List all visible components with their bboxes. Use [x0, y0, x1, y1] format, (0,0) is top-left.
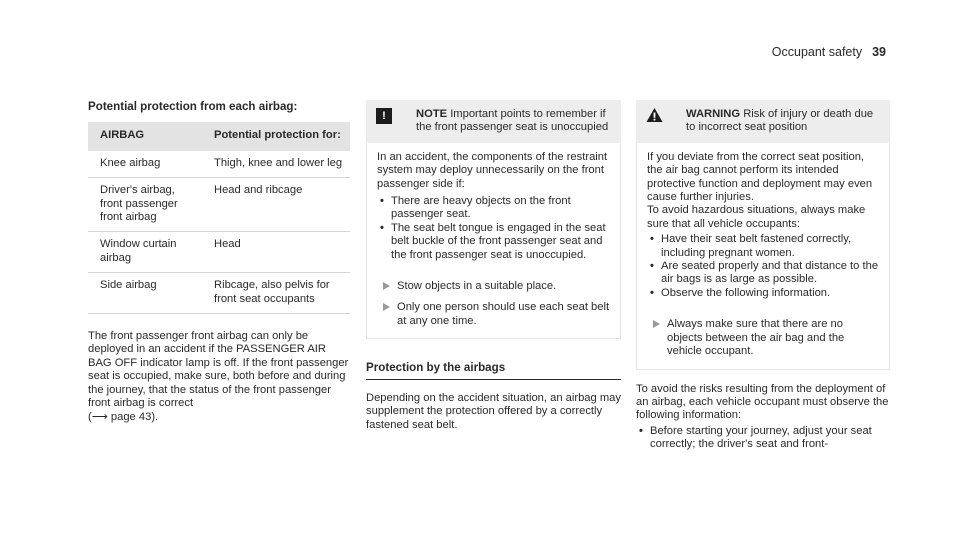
exclamation-icon: !	[376, 108, 392, 124]
deployment-paragraph: To avoid the risks resulting from the deployment of an airbag, each vehicle occupant must observe the following information:	[636, 382, 889, 422]
warning-paragraph: If you deviate from the correct seat position, the air bag cannot perform its intended protective function and deployment may even cause further injuries.	[647, 150, 873, 204]
note-body	[366, 143, 621, 339]
warning-bullet-list	[647, 233, 879, 300]
list-item: • Have their seat belt fastened correctly, including pregnant women.	[647, 233, 879, 260]
table-row	[88, 178, 350, 232]
section-title: Occupant safety	[771, 45, 863, 59]
table-cell: Window curtain airbag	[88, 232, 202, 273]
note-box	[366, 100, 621, 143]
table-row	[88, 151, 350, 178]
paragraph-text: The front passenger front airbag can only be deployed in an accident if the PASSENGER AIR BAG OFF indicator lamp is off. If the front passenger seat is occupied, make sure, both before and during the journey, that the status of the front passenger front airbag is correct	[88, 330, 349, 410]
warning-header	[636, 100, 890, 143]
table-cell: Side airbag	[88, 273, 202, 314]
list-item: • Before starting your journey, adjust your seat correctly; the driver's seat and front-	[636, 425, 890, 452]
warning-title: Risk of injury or death due to incorrect seat position	[686, 108, 874, 134]
instruction-step: Always make sure that there are no objects between the air bag and the vehicle occupant.	[647, 318, 879, 358]
table-cell: Knee airbag	[88, 151, 202, 178]
note-title: Important points to remember if the front passenger seat is unoccupied	[416, 108, 609, 134]
arrow-right-icon: (⟶	[88, 410, 108, 423]
note-header	[366, 100, 621, 143]
column-header-protection: Potential protection for:	[202, 122, 350, 150]
list-item: • The seat belt tongue is engaged in the seat belt buckle of the front passenger seat and the front passenger seat is unoccupied.	[377, 222, 610, 262]
warning-box	[636, 100, 890, 143]
cross-reference-link[interactable]	[88, 411, 158, 423]
table-row	[88, 273, 350, 314]
column-left	[88, 100, 350, 424]
page-number: 39	[872, 45, 886, 59]
instruction-step: Only one person should use each seat belt at any one time.	[377, 301, 610, 328]
note-bullet-list	[377, 195, 610, 262]
note-label: NOTE	[416, 108, 448, 120]
airbag-protection-table	[88, 122, 350, 314]
column-middle	[366, 100, 621, 432]
table-caption: Potential protection from each airbag:	[88, 100, 298, 113]
column-header-airbag: AIRBAG	[88, 122, 202, 150]
warning-label: WARNING	[686, 108, 741, 120]
table-cell: Driver's airbag, front passenger front airbag	[88, 178, 202, 232]
warning-triangle-icon	[646, 107, 663, 127]
page-header	[772, 46, 886, 59]
table-cell: Head	[202, 232, 350, 273]
section-heading: Protection by the airbags	[366, 361, 621, 379]
list-item: • There are heavy objects on the front passenger seat.	[377, 195, 610, 222]
warning-body	[636, 143, 890, 370]
column-right	[636, 100, 890, 452]
cross-reference-page: page 43).	[107, 410, 159, 423]
note-intro: In an accident, the components of the restraint system may deploy unnecessarily on the front passenger side if:	[377, 150, 608, 190]
deployment-bullet-list	[636, 425, 890, 452]
passenger-airbag-paragraph	[88, 330, 350, 424]
table-cell: Ribcage, also pelvis for front seat occupants	[202, 273, 350, 314]
warning-paragraph: To avoid hazardous situations, always make sure that all vehicle occupants:	[647, 204, 866, 230]
table-header-row	[88, 122, 350, 150]
table-cell: Head and ribcage	[202, 178, 350, 232]
list-item: • Are seated properly and that distance to the air bags is as large as possible.	[647, 260, 879, 287]
table-row	[88, 232, 350, 273]
section-paragraph: Depending on the accident situation, an airbag may supplement the protection offered by a correctly fastened seat belt.	[366, 391, 621, 431]
instruction-step: Stow objects in a suitable place.	[377, 280, 610, 293]
table-cell: Thigh, knee and lower leg	[202, 151, 350, 178]
list-item: • Observe the following information.	[647, 287, 879, 300]
